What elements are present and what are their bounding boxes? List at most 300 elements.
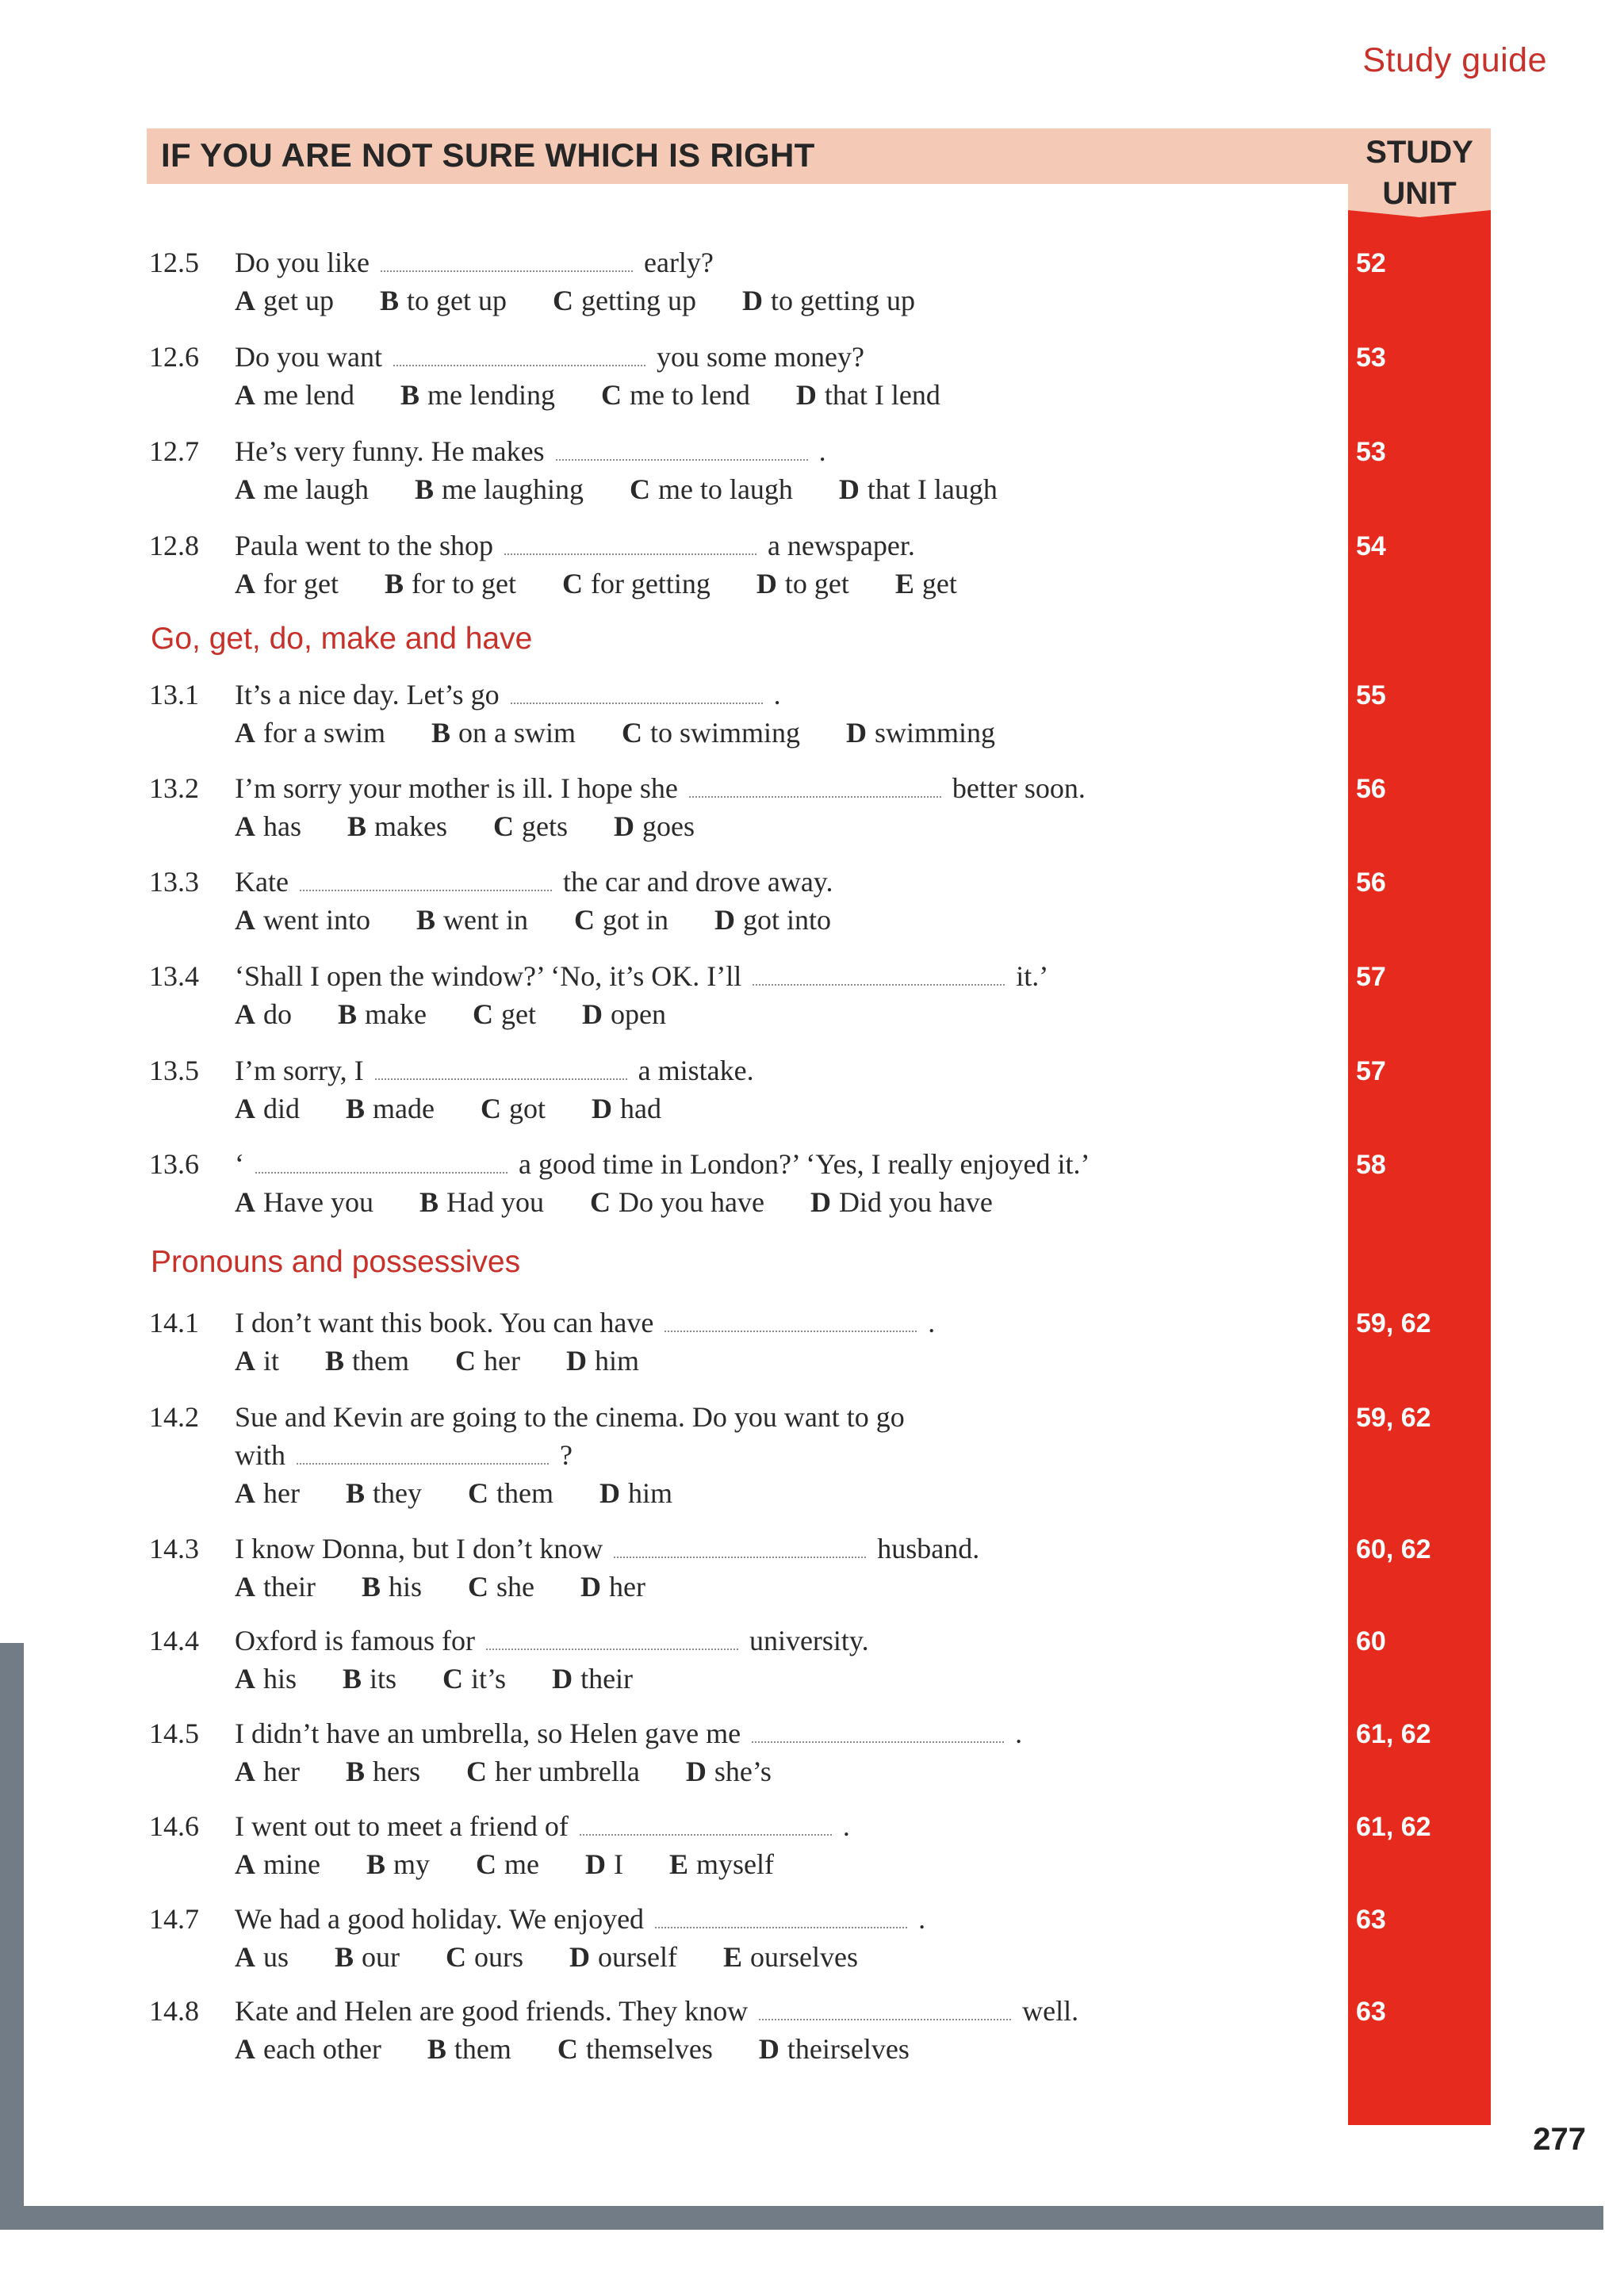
option-letter: A (235, 1093, 255, 1124)
option-letter: A (235, 1663, 255, 1695)
option-letter: B (414, 473, 434, 505)
option-text: I (614, 1848, 623, 1880)
answer-option[interactable] (446, 1938, 523, 1976)
answer-blank[interactable] (375, 1070, 627, 1080)
answer-option[interactable] (574, 901, 668, 939)
study-unit-number[interactable]: 57 (1356, 962, 1386, 992)
question-number: 14.1 (149, 1307, 199, 1338)
question-text (235, 1304, 935, 1342)
answer-option[interactable] (466, 1752, 640, 1790)
question-text-before: Do you want (235, 341, 382, 373)
question-text-after: . (842, 1810, 850, 1842)
question-text (235, 676, 781, 714)
answer-blank[interactable] (297, 1455, 549, 1465)
answer-option[interactable] (553, 281, 696, 320)
study-unit-number[interactable]: 60 (1356, 1626, 1386, 1656)
option-text: to get (784, 568, 849, 599)
option-letter: B (431, 717, 450, 749)
answer-option[interactable] (343, 1660, 396, 1698)
question-number: 14.6 (149, 1810, 199, 1842)
question-text-before: He’s very funny. He makes (235, 435, 545, 467)
answer-option[interactable] (455, 1342, 520, 1380)
question-text-before: I’m sorry, I (235, 1055, 364, 1086)
answer-option[interactable] (614, 807, 695, 845)
option-letter: B (345, 1477, 365, 1509)
option-text: for to get (411, 568, 516, 599)
question-text-after: husband. (877, 1533, 980, 1564)
option-letter: B (335, 1941, 354, 1973)
answer-option[interactable] (585, 1845, 623, 1883)
option-text: it (263, 1345, 280, 1377)
option-letter: D (613, 810, 634, 842)
option-letter: D (758, 2033, 779, 2065)
answer-option[interactable] (580, 1568, 645, 1606)
study-unit-number[interactable]: 57 (1356, 1056, 1386, 1086)
question-text-after: it.’ (1016, 960, 1049, 992)
question-text (235, 1051, 754, 1089)
answer-option[interactable] (476, 1845, 539, 1883)
answer-option[interactable] (895, 565, 957, 603)
answer-option[interactable] (846, 714, 995, 752)
answer-option[interactable] (756, 565, 849, 603)
question-text-after: a mistake. (638, 1055, 754, 1086)
option-letter: A (235, 2033, 255, 2065)
answer-options (235, 1568, 691, 1606)
answer-option[interactable] (601, 376, 750, 414)
option-text: me to laugh (657, 473, 793, 505)
option-letter: B (338, 998, 358, 1030)
option-text: getting up (580, 285, 696, 316)
question-text (235, 1714, 1022, 1752)
question-number: 14.4 (149, 1625, 199, 1656)
option-letter: D (741, 285, 763, 316)
option-text: she’s (714, 1756, 772, 1787)
question-text-before: Sue and Kevin are going to the cinema. Do you want to go (235, 1401, 905, 1433)
option-letter: D (599, 1477, 620, 1509)
question-text (235, 769, 1086, 807)
option-text: Have you (263, 1186, 373, 1218)
answer-option[interactable] (723, 1938, 858, 1976)
answer-option[interactable] (562, 565, 710, 603)
study-unit-number[interactable]: 56 (1356, 867, 1386, 898)
option-letter: C (442, 1663, 464, 1695)
question-text-after: the car and drove away. (562, 866, 833, 898)
answer-blank[interactable] (486, 1641, 738, 1650)
option-text: did (263, 1093, 301, 1124)
option-letter: B (400, 379, 419, 411)
answer-option[interactable] (569, 1938, 677, 1976)
answer-option[interactable] (347, 807, 447, 845)
question-text (235, 957, 1048, 995)
answer-option[interactable] (473, 995, 536, 1033)
option-letter: D (565, 1345, 587, 1377)
study-unit-number[interactable]: 53 (1356, 343, 1386, 373)
answer-option[interactable] (416, 901, 528, 939)
question-text (235, 1900, 925, 1938)
option-text: ourselves (750, 1941, 858, 1973)
option-text: us (263, 1941, 289, 1973)
option-text: their (263, 1571, 316, 1603)
option-letter: A (235, 568, 255, 599)
answer-option[interactable] (235, 995, 292, 1033)
answer-option[interactable] (759, 2030, 910, 2068)
option-letter: B (325, 1345, 345, 1377)
option-letter: D (846, 717, 868, 749)
option-letter: A (235, 379, 255, 411)
option-text: make (365, 998, 427, 1030)
answer-option[interactable] (235, 2030, 381, 2068)
question-number: 14.8 (149, 1995, 199, 2027)
question-number: 12.7 (149, 435, 199, 467)
question-text-before: Kate and Helen are good friends. They know (235, 1995, 749, 2027)
question-number: 12.8 (149, 530, 199, 561)
option-letter: B (366, 1848, 385, 1880)
question-text-after: . (773, 679, 781, 710)
answer-blank[interactable] (759, 2011, 1011, 2020)
question-text-after: a newspaper. (767, 530, 915, 561)
option-text: mine (263, 1848, 320, 1880)
answer-option[interactable] (346, 1752, 420, 1790)
option-text: Had you (446, 1186, 544, 1218)
answer-option[interactable] (599, 1474, 672, 1512)
answer-option[interactable] (346, 1474, 422, 1512)
option-text: to swimming (649, 717, 801, 749)
option-text: his (389, 1571, 423, 1603)
study-unit-number[interactable]: 63 (1356, 1997, 1386, 2027)
option-letter: A (235, 810, 255, 842)
option-letter: D (581, 998, 603, 1030)
answer-blank[interactable] (511, 695, 763, 704)
option-letter: B (379, 285, 399, 316)
section-title-go-get-do-make-have: Go, get, do, make and have (151, 622, 533, 656)
answer-options (235, 470, 1044, 508)
question-text-before: Kate (235, 866, 289, 898)
question-text-after: better soon. (952, 772, 1086, 804)
option-letter: D (795, 379, 817, 411)
study-unit-number[interactable]: 53 (1356, 437, 1386, 467)
option-text: it’s (471, 1663, 507, 1695)
option-letter: C (446, 1941, 467, 1973)
option-text: their (580, 1663, 634, 1695)
option-text: theirselves (787, 2033, 910, 2065)
question-text-before: We had a good holiday. We enjoyed (235, 1903, 645, 1935)
question-text-after: early? (643, 247, 714, 278)
question-number: 13.1 (149, 679, 199, 710)
question-text-after: university. (749, 1625, 869, 1656)
option-text: our (362, 1941, 400, 1973)
question-text-before: I’m sorry your mother is ill. I hope she (235, 772, 678, 804)
option-text: me to lend (629, 379, 750, 411)
answer-option[interactable] (235, 1660, 297, 1698)
page-edge-left (0, 1643, 24, 2230)
study-unit-number[interactable]: 63 (1356, 1905, 1386, 1935)
option-text: them (352, 1345, 410, 1377)
answer-blank[interactable] (300, 882, 552, 891)
answer-option[interactable] (235, 1938, 289, 1976)
answer-option[interactable] (468, 1568, 534, 1606)
option-letter: C (561, 568, 583, 599)
option-letter: B (345, 1756, 365, 1787)
question-number: 12.5 (149, 247, 199, 278)
study-unit-number[interactable]: 56 (1356, 774, 1386, 804)
answer-option[interactable] (442, 1660, 506, 1698)
question-text (235, 1992, 1078, 2030)
answer-option[interactable] (566, 1342, 639, 1380)
question-text-before: ‘ (235, 1148, 244, 1180)
option-text: to getting up (770, 285, 915, 316)
answer-option[interactable] (362, 1568, 422, 1606)
option-letter: B (347, 810, 367, 842)
option-letter: C (472, 998, 493, 1030)
option-letter: A (235, 473, 255, 505)
answer-option[interactable] (415, 470, 584, 508)
option-letter: A (235, 904, 255, 936)
option-letter: C (621, 717, 642, 749)
answer-option[interactable] (552, 1660, 633, 1698)
answer-options (235, 995, 712, 1033)
option-letter: A (235, 1848, 255, 1880)
answer-blank[interactable] (255, 1164, 508, 1174)
answer-option[interactable] (385, 565, 516, 603)
option-letter: D (592, 1093, 613, 1124)
answer-option[interactable] (742, 281, 915, 320)
answer-option[interactable] (235, 1183, 373, 1221)
option-text: get (500, 998, 536, 1030)
option-letter: A (235, 285, 255, 316)
answer-blank[interactable] (580, 1826, 832, 1836)
option-text: Did you have (838, 1186, 993, 1218)
answer-option[interactable] (235, 807, 301, 845)
question-text-before: I went out to meet a friend of (235, 1810, 569, 1842)
option-letter: A (235, 1941, 255, 1973)
answer-option[interactable] (380, 281, 507, 320)
option-text: gets (521, 810, 568, 842)
option-letter: C (455, 1345, 477, 1377)
option-letter: D (756, 568, 777, 599)
option-letter: B (384, 568, 404, 599)
answer-option[interactable] (419, 1183, 544, 1221)
question-text (235, 432, 826, 470)
option-letter: C (467, 1477, 488, 1509)
option-text: ours (474, 1941, 524, 1973)
answer-blank[interactable] (665, 1323, 917, 1332)
option-letter: A (235, 717, 255, 749)
question-text-before: I didn’t have an umbrella, so Helen gave me (235, 1718, 741, 1749)
study-unit-number[interactable]: 61, 62 (1356, 1719, 1431, 1749)
option-letter: D (585, 1848, 606, 1880)
option-text: them (496, 1477, 553, 1509)
question-text (235, 863, 833, 901)
answer-option[interactable] (427, 2030, 511, 2068)
answer-option[interactable] (235, 376, 354, 414)
answer-blank[interactable] (504, 546, 756, 555)
question-text-after: ? (560, 1439, 573, 1471)
option-text: her (609, 1571, 645, 1603)
answer-options (235, 901, 877, 939)
option-text: me lend (263, 379, 354, 411)
question-text (235, 243, 714, 281)
option-text: went into (263, 904, 370, 936)
option-text: for getting (590, 568, 710, 599)
answer-blank[interactable] (753, 976, 1005, 986)
study-unit-number[interactable]: 52 (1356, 248, 1386, 278)
answer-option[interactable] (335, 1938, 400, 1976)
option-text: for get (263, 568, 339, 599)
option-text: ourself (598, 1941, 677, 1973)
answer-blank[interactable] (689, 788, 941, 798)
answer-option[interactable] (590, 1183, 764, 1221)
answer-option[interactable] (468, 1474, 553, 1512)
answer-blank[interactable] (393, 357, 645, 366)
answer-options (235, 1660, 679, 1698)
option-letter: E (894, 568, 914, 599)
answer-option[interactable] (235, 565, 339, 603)
option-text: me lending (427, 379, 555, 411)
option-letter: E (669, 1848, 689, 1880)
question-text (235, 1530, 979, 1568)
answer-option[interactable] (431, 714, 576, 752)
answer-option[interactable] (481, 1089, 546, 1128)
option-text: her (484, 1345, 520, 1377)
option-text: her (263, 1477, 300, 1509)
answer-blank[interactable] (614, 1549, 866, 1558)
question-text-after: well. (1022, 1995, 1079, 2027)
question-number: 14.5 (149, 1718, 199, 1749)
question-text-after: . (918, 1903, 926, 1935)
answer-option[interactable] (235, 1845, 320, 1883)
answer-blank[interactable] (381, 262, 633, 272)
answer-options (235, 714, 1041, 752)
answer-option[interactable] (839, 470, 998, 508)
question-text-after: . (818, 435, 826, 467)
answer-option[interactable] (686, 1752, 772, 1790)
option-text: him (627, 1477, 672, 1509)
option-text: me (504, 1848, 539, 1880)
option-text: my (393, 1848, 431, 1880)
option-letter: C (481, 1093, 501, 1124)
answer-options (235, 1752, 818, 1790)
option-letter: D (714, 904, 735, 936)
page-number: 277 (1533, 2122, 1586, 2157)
answer-option[interactable] (235, 470, 369, 508)
question-text (235, 1622, 869, 1660)
question-number: 13.5 (149, 1055, 199, 1086)
study-unit-number[interactable]: 59, 62 (1356, 1403, 1431, 1433)
answer-options (235, 807, 741, 845)
question-text-before: I don’t want this book. You can have (235, 1307, 654, 1338)
option-text: goes (642, 810, 695, 842)
running-head: Study guide (1362, 41, 1547, 79)
option-text: makes (374, 810, 447, 842)
option-letter: B (346, 1093, 366, 1124)
option-letter: C (589, 1186, 611, 1218)
question-text (235, 1807, 850, 1845)
option-text: do (263, 998, 292, 1030)
question-text-after: you some money? (656, 341, 864, 373)
answer-options (235, 1342, 685, 1380)
option-text: me laughing (441, 473, 584, 505)
option-text: open (610, 998, 666, 1030)
answer-option[interactable] (400, 376, 555, 414)
question-text (235, 1145, 1090, 1183)
question-text (235, 1398, 905, 1436)
answer-option[interactable] (235, 1089, 300, 1128)
answer-option[interactable] (235, 281, 334, 320)
answer-option[interactable] (630, 470, 793, 508)
answer-option[interactable] (582, 995, 666, 1033)
option-text: that I laugh (867, 473, 998, 505)
option-letter: B (361, 1571, 381, 1603)
study-unit-number[interactable]: 54 (1356, 531, 1386, 561)
study-unit-number[interactable]: 58 (1356, 1150, 1386, 1180)
study-unit-number[interactable]: 60, 62 (1356, 1534, 1431, 1564)
answer-option[interactable] (325, 1342, 409, 1380)
answer-blank[interactable] (556, 451, 808, 461)
option-text: themselves (585, 2033, 713, 2065)
answer-blank[interactable] (752, 1733, 1004, 1743)
answer-options (235, 1474, 718, 1512)
question-text (235, 338, 864, 376)
option-letter: A (235, 1345, 255, 1377)
question-text-after: a good time in London?’ ‘Yes, I really enjoyed it.’ (519, 1148, 1090, 1180)
answer-option[interactable] (714, 901, 831, 939)
option-letter: C (629, 473, 650, 505)
answer-option[interactable] (366, 1845, 430, 1883)
option-letter: D (838, 473, 860, 505)
question-text-before: I know Donna, but I don’t know (235, 1533, 603, 1564)
answer-option[interactable] (235, 1568, 316, 1606)
answer-option[interactable] (235, 901, 370, 939)
answer-option[interactable] (592, 1089, 661, 1128)
answer-option[interactable] (338, 995, 427, 1033)
option-text: its (370, 1663, 397, 1695)
question-number: 14.2 (149, 1401, 199, 1433)
answer-option[interactable] (622, 714, 800, 752)
option-letter: B (416, 904, 435, 936)
answer-option[interactable] (557, 2030, 713, 2068)
option-letter: B (419, 1186, 439, 1218)
study-unit-number[interactable]: 55 (1356, 680, 1386, 710)
question-text-before: Do you like (235, 247, 370, 278)
answer-option[interactable] (669, 1845, 774, 1883)
question-number: 12.6 (149, 341, 199, 373)
option-letter: D (580, 1571, 602, 1603)
study-unit-number[interactable]: 59, 62 (1356, 1308, 1431, 1338)
question-number: 14.7 (149, 1903, 199, 1935)
option-text: to get up (407, 285, 507, 316)
option-letter: C (465, 1756, 487, 1787)
answer-option[interactable] (235, 1342, 279, 1380)
answer-blank[interactable] (655, 1919, 907, 1928)
answer-options (235, 1938, 904, 1976)
answer-options (235, 1089, 707, 1128)
answer-option[interactable] (493, 807, 568, 845)
option-text: her umbrella (494, 1756, 640, 1787)
option-text: went in (443, 904, 528, 936)
answer-options (235, 281, 961, 320)
study-unit-number[interactable]: 61, 62 (1356, 1812, 1431, 1842)
answer-option[interactable] (235, 714, 385, 752)
answer-option[interactable] (346, 1089, 435, 1128)
option-text: his (263, 1663, 297, 1695)
answer-option[interactable] (235, 1474, 300, 1512)
study-unit-label: STUDY UNIT (1365, 135, 1473, 211)
answer-option[interactable] (810, 1183, 993, 1221)
option-letter: C (476, 1848, 497, 1880)
answer-option[interactable] (796, 376, 940, 414)
question-number: 13.6 (149, 1148, 199, 1180)
answer-option[interactable] (235, 1752, 300, 1790)
